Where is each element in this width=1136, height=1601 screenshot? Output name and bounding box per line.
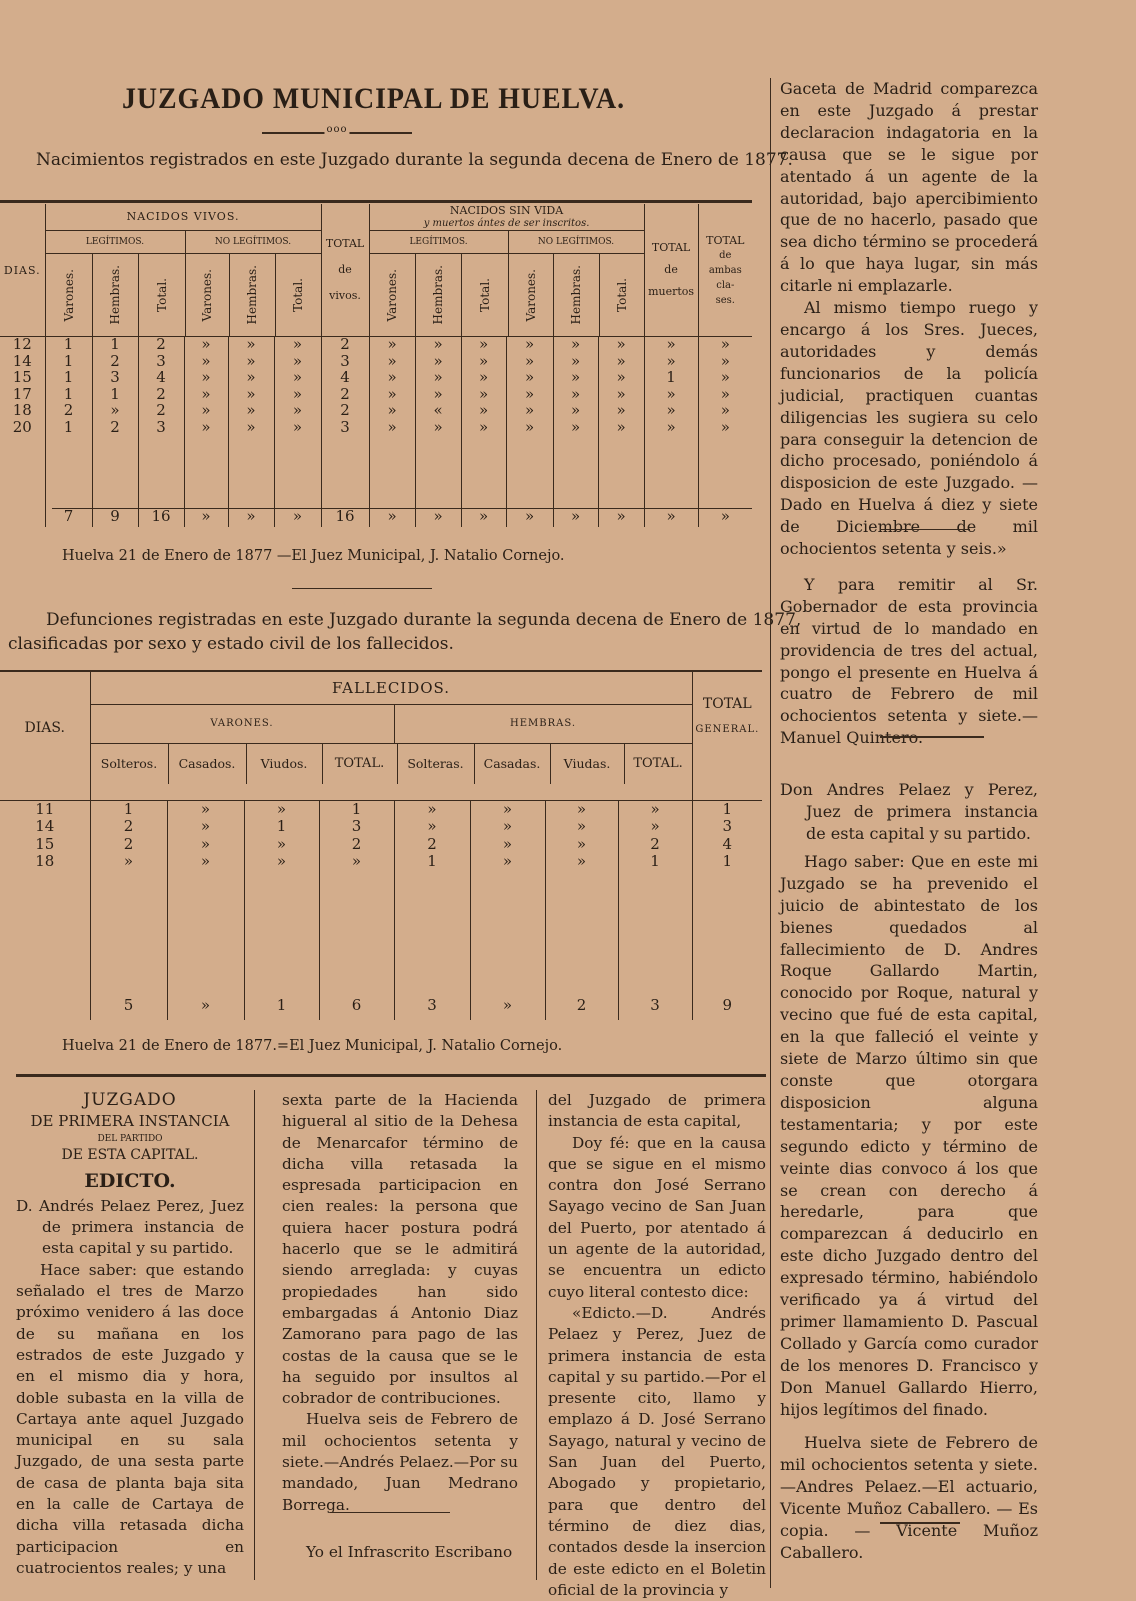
deaths-table — [0, 672, 762, 1020]
page-title: JUZGADO MUNICIPAL DE HUELVA. — [122, 82, 625, 115]
births-header-varones-nl: Varones. — [200, 268, 214, 322]
births-header-hembras: Hembras. — [108, 265, 122, 325]
births-row-cell: » — [461, 419, 506, 436]
edicto-col3-p2: Doy fé: que en la causa que se sigue en el mismo contra don José Serrano Sayago vecino de San Juan del Puerto, por atentado á un agente de la autoridad, se encuentra un edicto cuyo literal contesto dice: — [548, 1133, 766, 1301]
deaths-header-casados: Casados. — [169, 744, 247, 784]
births-row-cell: » — [461, 336, 506, 353]
deaths-total-row-cell: 3 — [394, 990, 470, 1020]
deaths-total-row-cell: 1 — [244, 990, 319, 1020]
right-p4: Don Andres Pelaez y Perez, Juez de primera instancia de esta capital y su partido. — [780, 780, 1038, 843]
births-table — [0, 204, 752, 527]
births-row-cell: 1 — [45, 353, 92, 370]
births-header-total-vivos: TOTAL de vivos. — [321, 204, 369, 336]
deaths-row — [0, 800, 762, 818]
births-row-cell: » — [698, 369, 752, 386]
births-row — [0, 369, 752, 386]
births-row-cell: » — [184, 336, 228, 353]
births-row-cell: » — [698, 402, 752, 419]
births-row-cell: » — [415, 336, 461, 353]
births-row-cell: » — [698, 419, 752, 436]
births-row-cell: » — [415, 353, 461, 370]
births-row-cell: 1 — [45, 336, 92, 353]
births-row-cell: » — [644, 419, 698, 436]
births-total-row-cell: » — [369, 505, 415, 527]
deaths-row-cell: 11 — [35, 799, 55, 818]
births-total-row-cell: » — [698, 505, 752, 527]
births-row-cell: 1 — [45, 386, 92, 403]
births-total-row-cell: » — [598, 505, 644, 527]
births-row-cell: » — [415, 369, 461, 386]
deaths-row-cell: 1 — [692, 853, 762, 871]
deaths-signature: Huelva 21 de Enero de 1877.=El Juez Municipal, J. Natalio Cornejo. — [62, 1038, 563, 1054]
births-row-cell: » — [184, 386, 228, 403]
births-header-vivos: NACIDOS VIVOS. — [46, 204, 321, 231]
deaths-row-cell: 2 — [394, 835, 470, 853]
deaths-row-cell: » — [545, 835, 618, 853]
deaths-row — [0, 835, 762, 853]
births-total-row-cell — [0, 505, 45, 527]
births-caption: Nacimientos registrados en este Juzgado durante la segunda decena de Enero de 1877. — [36, 150, 793, 170]
births-row-cell: » — [228, 419, 274, 436]
births-row-cell: » — [274, 402, 321, 419]
births-row-cell: 3 — [138, 419, 184, 436]
deaths-row-cell: » — [244, 835, 319, 853]
deaths-row-cell: 2 — [90, 835, 167, 853]
deaths-row-cell: » — [545, 818, 618, 836]
deaths-row-cell: 2 — [90, 818, 167, 836]
deaths-total-row-cell: 6 — [319, 990, 394, 1020]
births-total-row-cell: » — [228, 505, 274, 527]
edicto-col2-p2: Huelva seis de Febrero de mil ochocientos setenta y siete.—Andrés Pelaez.—Por su mandado, Juan Medrano Borrega. — [282, 1410, 518, 1514]
births-row-cell: » — [461, 386, 506, 403]
births-row-cell: » — [184, 353, 228, 370]
births-header-hembras-sv-nl: Hembras. — [569, 265, 584, 325]
edicto-column-1 — [16, 1090, 244, 1579]
births-row — [0, 386, 752, 403]
column-rule-2 — [536, 1090, 537, 1580]
deaths-row — [0, 818, 762, 836]
births-row-cell: » — [598, 336, 644, 353]
deaths-row-cell: 1 — [319, 800, 394, 818]
deaths-caption-2: clasificadas por sexo y estado civil de los fallecidos. — [8, 634, 454, 654]
deaths-header-viudas: Viudas. — [551, 744, 625, 784]
births-row-cell: » — [184, 402, 228, 419]
deaths-total-row-cell: » — [167, 990, 244, 1020]
deaths-row-cell: 18 — [35, 852, 55, 871]
births-row-cell: » — [461, 402, 506, 419]
births-row-cell: » — [506, 419, 553, 436]
births-row-cell: » — [274, 419, 321, 436]
deaths-row-cell: 4 — [692, 835, 762, 853]
births-row-cell: 2 — [321, 402, 369, 419]
column-rule-right — [770, 78, 771, 1588]
births-header-total-muertos: TOTAL de muertos — [644, 204, 698, 336]
deaths-row-cell: 1 — [90, 800, 167, 818]
deaths-row-cell: » — [618, 818, 692, 836]
births-row — [0, 336, 752, 353]
births-row-cell: 18 — [12, 401, 32, 420]
deaths-row-cell: 2 — [319, 835, 394, 853]
births-row-cell: 2 — [92, 353, 138, 370]
births-row-cell: » — [369, 369, 415, 386]
deaths-header-viudos: Viudos. — [247, 744, 323, 784]
deaths-row-cell: » — [394, 818, 470, 836]
births-row-cell: » — [644, 402, 698, 419]
births-row-cell: » — [598, 353, 644, 370]
edicto-heading-5: EDICTO. — [84, 1169, 176, 1192]
births-row-cell: » — [644, 353, 698, 370]
births-total-row-cell: » — [506, 505, 553, 527]
deaths-header-total-general: TOTAL GENERAL. — [692, 672, 762, 800]
deaths-row-cell: » — [394, 800, 470, 818]
deaths-header-casadas: Casadas. — [475, 744, 551, 784]
deaths-row-cell: » — [167, 818, 244, 836]
edicto-heading-2: DE PRIMERA INSTANCIA — [30, 1112, 230, 1131]
births-total-rule — [52, 508, 752, 509]
right-p6: Huelva siete de Febrero de mil ochocientos setenta y siete.—Andres Pelaez.—El actuario, Vicente Muñoz Caballero. — Es copia. — Vicente Muñoz Caballero. — [780, 1433, 1038, 1562]
births-row-cell: 3 — [138, 353, 184, 370]
edicto-col2-p1: sexta parte de la Hacienda higueral al sitio de la Dehesa de Menarcafor término de dicha villa retasada la espresada participacion en cien reales: la persona que quiera hacer postura podrá hacerlo que se le admitirá siendo arreglada: y cuyas propiedades han sido embargadas á Antonio Diaz Zamorano para pago de las costas de la causa que se le ha seguido por insultos al cobrador de contribuciones. — [282, 1091, 518, 1408]
births-table-top-rule — [0, 200, 752, 203]
deaths-row-cell: 1 — [394, 853, 470, 871]
births-row-cell: » — [553, 353, 598, 370]
births-row-cell: » — [553, 402, 598, 419]
births-signature: Huelva 21 de Enero de 1877 —El Juez Municipal, J. Natalio Cornejo. — [62, 548, 565, 564]
births-header-varones-sv: Varones. — [385, 268, 400, 322]
births-header-total-sv-nl: Total. — [614, 278, 629, 312]
births-row-cell: » — [369, 402, 415, 419]
births-row-cell: 3 — [321, 419, 369, 436]
births-row-cell: » — [228, 353, 274, 370]
births-row — [0, 402, 752, 419]
deaths-row-cell: » — [470, 835, 545, 853]
births-row-cell: » — [228, 336, 274, 353]
births-row-cell: » — [92, 402, 138, 419]
births-separator — [292, 588, 432, 589]
births-row-cell: » — [228, 386, 274, 403]
births-row-cell: 1 — [92, 386, 138, 403]
deaths-bottom-rule — [16, 1074, 766, 1077]
births-total-row-cell: » — [184, 505, 228, 527]
deaths-row-cell: » — [470, 853, 545, 871]
deaths-row-cell: » — [244, 800, 319, 818]
births-header-hembras-sv: Hembras. — [431, 265, 446, 325]
deaths-header-solteras: Solteras. — [398, 744, 475, 784]
births-row-cell: » — [553, 336, 598, 353]
births-row-cell: 4 — [321, 369, 369, 386]
births-row-cell: » — [698, 386, 752, 403]
deaths-row-cell: » — [244, 853, 319, 871]
deaths-total-row-cell: 3 — [618, 990, 692, 1020]
edicto-heading-4: DE ESTA CAPITAL. — [61, 1146, 199, 1163]
births-row-cell: » — [415, 419, 461, 436]
births-header-no-legitimos: NO LEGÍTIMOS. — [214, 237, 292, 247]
births-row-cell: » — [369, 353, 415, 370]
births-row-cell: 4 — [138, 369, 184, 386]
births-row-cell: » — [228, 402, 274, 419]
births-row-cell: » — [506, 353, 553, 370]
right-p5: Hago saber: Que en este mi Juzgado se ha prevenido el juicio de abintestato de los bienes quedados al fallecimiento de D. Andres Roque Gallardo Martin, conocido por Roque, natural y vecino que fué de esta capital, en la que falleció el veinte y siete de Marzo último sin que conste que otorgara disposicion alguna testamentaria; y por este segundo edicto y término de veinte dias convoco á los que se crean con derecho á heredarle, para que comparezcan á deducirlo en este dicho Juzgado dentro del expresado término, habiéndolo verificado ya á virtud del primer llamamiento D. Pascual Collado y García como curador de los menores D. Francisco y Don Manuel Gallardo Hierro, hijos legítimos del finado. — [780, 851, 1038, 1419]
deaths-caption-1: Defunciones registradas en este Juzgado durante la segunda decena de Enero de 1877, — [46, 610, 802, 630]
edicto-col2-p3: Yo el Infrascrito Escribano — [306, 1542, 513, 1561]
deaths-header-solteros: Solteros. — [91, 744, 169, 784]
births-total-row-cell: » — [415, 505, 461, 527]
edicto-column-3 — [548, 1090, 766, 1601]
right-p3: Y para remitir al Sr. Gobernador de esta provincia en virtud de lo mandado en providencia de tres del actual, pongo el presente en Huelva á cuatro de Febrero de mil ochocientos setenta y siete.— Manuel Quintero. — [780, 574, 1038, 748]
deaths-header-dias: DIAS. — [24, 720, 65, 736]
births-row-cell: 1 — [45, 419, 92, 436]
births-row-cell: » — [184, 369, 228, 386]
right-p1: Gaceta de Madrid comparezca en este Juzgado á prestar declaracion indagatoria en la causa que se le sigue por atentado á un agente de la autoridad, bajo apercibimiento que de no hacerlo, pasado que sea dicho término se procederá á lo que haya lugar, sin más citarle ni emplazarle. — [780, 79, 1038, 296]
births-total-row-cell: 9 — [92, 505, 138, 527]
births-row-cell: » — [506, 336, 553, 353]
births-row-cell: 14 — [12, 351, 32, 370]
births-row-cell: 2 — [321, 336, 369, 353]
deaths-total-row-cell: 9 — [692, 990, 762, 1020]
births-row-cell: 1 — [92, 336, 138, 353]
column-rule-1 — [254, 1090, 255, 1580]
births-row-cell: 2 — [138, 402, 184, 419]
births-row-cell: 2 — [138, 386, 184, 403]
births-header-dias: DIAS. — [3, 264, 41, 277]
births-header-rule — [0, 336, 752, 337]
births-row-cell: 2 — [321, 386, 369, 403]
births-total-row-cell: » — [274, 505, 321, 527]
births-row-cell: » — [506, 386, 553, 403]
births-row-cell: » — [369, 419, 415, 436]
births-row-cell: » — [415, 386, 461, 403]
births-row-cell: » — [274, 369, 321, 386]
births-row-cell: » — [274, 336, 321, 353]
deaths-header-rule — [0, 800, 762, 801]
births-row-cell: 12 — [12, 335, 32, 354]
births-header-hembras-nl: Hembras. — [245, 265, 259, 325]
deaths-row-cell: » — [470, 800, 545, 818]
right-separator-1 — [880, 529, 970, 530]
births-row-cell: » — [461, 353, 506, 370]
edicto-heading-3: DEL PARTIDO — [97, 1133, 163, 1144]
births-row-cell: » — [461, 369, 506, 386]
births-row-cell: » — [506, 402, 553, 419]
births-row-cell: » — [274, 353, 321, 370]
edicto-heading-1: JUZGADO — [83, 1090, 177, 1110]
births-row-cell: » — [644, 336, 698, 353]
deaths-row-cell: » — [167, 853, 244, 871]
edicto-col1-p1: D. Andrés Pelaez Perez, Juez de primera instancia de esta capital y su partido. — [16, 1196, 244, 1258]
deaths-row-cell: 14 — [35, 817, 55, 836]
births-header-varones: Varones. — [61, 268, 76, 322]
births-row-cell: 3 — [92, 369, 138, 386]
births-row-cell: » — [598, 419, 644, 436]
births-row-cell: » — [506, 369, 553, 386]
deaths-total-row-cell: » — [470, 990, 545, 1020]
deaths-row-cell: » — [90, 853, 167, 871]
births-row-cell: 1 — [644, 369, 698, 386]
edicto-col1-p2: Hace saber: que estando señalado el tres de Marzo próximo venidero á las doce de su mañana en los estrados de este Juzgado y en el mismo dia y hora, doble subasta en la villa de Cartaya ante aquel Juzgado municipal en su sala Juzgado, de una sesta parte de casa de planta baja sita en la calle de Cartaya de dicha villa retasada dicha participacion en cuatrocientos reales; y una — [16, 1260, 244, 1577]
births-total-row-cell: 7 — [45, 505, 92, 527]
edicto-col3-p3: «Edicto.—D. Andrés Pelaez y Perez, Juez de primera instancia de esta capital y su partido.—Por el presente cito, llamo y emplazo á D. José Serrano Sayago, natural y vecino de San Juan del Puerto, Abogado y propietario, para que dentro del término de diez dias, contados desde la insercion de este edicto en el Boletin oficial de la provincia y — [548, 1303, 766, 1599]
births-total-row-cell: » — [553, 505, 598, 527]
births-row-cell: » — [553, 419, 598, 436]
edicto-col3-p1: del Juzgado de primera instancia de esta capital, — [548, 1091, 766, 1131]
right-separator-2 — [880, 736, 984, 738]
right-column — [780, 78, 1038, 1564]
births-row-cell: » — [184, 419, 228, 436]
births-total-row-cell: 16 — [321, 505, 369, 527]
births-row — [0, 419, 752, 436]
births-row-cell: » — [598, 386, 644, 403]
births-row-cell: » — [698, 353, 752, 370]
births-total-row-cell: » — [461, 505, 506, 527]
births-row-cell: » — [369, 336, 415, 353]
deaths-header-varones: VARONES. — [91, 705, 395, 743]
edicto-column-2 — [282, 1090, 518, 1563]
births-row-cell: 3 — [321, 353, 369, 370]
births-spacer-row — [0, 435, 752, 505]
deaths-header-total-v: TOTAL. — [323, 744, 398, 784]
births-row-cell: 17 — [12, 384, 32, 403]
births-row-cell: 15 — [12, 368, 32, 387]
births-header-total-ambas: TOTAL de ambas cla- ses. — [698, 204, 752, 336]
births-row-cell: » — [228, 369, 274, 386]
deaths-row-cell: 15 — [35, 834, 55, 853]
deaths-row-cell: 1 — [618, 853, 692, 871]
births-row-cell: 2 — [92, 419, 138, 436]
deaths-total-row-cell: 5 — [90, 990, 167, 1020]
deaths-row-cell: 1 — [692, 800, 762, 818]
deaths-row-cell: » — [167, 800, 244, 818]
deaths-total-row — [0, 990, 762, 1020]
births-header-total: Total. — [154, 278, 169, 312]
births-row-cell: » — [698, 336, 752, 353]
deaths-row-cell: » — [545, 853, 618, 871]
deaths-row-cell: » — [470, 818, 545, 836]
births-total-row-cell: » — [644, 505, 698, 527]
deaths-row-cell: 2 — [618, 835, 692, 853]
births-row-cell: » — [274, 386, 321, 403]
births-header-total-nl: Total. — [291, 278, 306, 312]
births-header-legitimos: LEGÍTIMOS. — [46, 231, 186, 253]
births-row-cell: » — [553, 386, 598, 403]
births-header-total-sv: Total. — [477, 278, 492, 312]
births-row-cell: 2 — [138, 336, 184, 353]
deaths-row-cell: 3 — [319, 818, 394, 836]
edicto-col2-rule — [330, 1512, 450, 1513]
births-header-no-legitimos-sv: NO LEGÍTIMOS. — [537, 237, 615, 247]
births-row-cell: » — [598, 402, 644, 419]
deaths-row-cell: 3 — [692, 818, 762, 836]
births-row-cell: » — [369, 386, 415, 403]
births-row-cell: 20 — [12, 417, 32, 436]
deaths-row-cell: » — [618, 800, 692, 818]
deaths-header-hembras: HEMBRAS. — [510, 718, 577, 729]
deaths-row — [0, 853, 762, 871]
births-total-row-cell: 16 — [138, 505, 184, 527]
deaths-row-cell: 1 — [244, 818, 319, 836]
births-header-sin-vida: NACIDOS SIN VIDA y muertos ántes de ser inscritos. — [370, 204, 644, 231]
right-separator-3 — [880, 1522, 960, 1524]
deaths-total-row-cell — [0, 990, 90, 1020]
deaths-total-row-cell: 2 — [545, 990, 618, 1020]
births-row-cell: « — [415, 402, 461, 419]
births-row — [0, 353, 752, 370]
births-row-cell: » — [598, 369, 644, 386]
deaths-row-cell: » — [319, 853, 394, 871]
deaths-row-cell: » — [167, 835, 244, 853]
births-header-varones-sv-nl: Varones. — [523, 268, 538, 322]
births-row-cell: 1 — [45, 369, 92, 386]
births-row-cell: » — [644, 386, 698, 403]
deaths-row-cell: » — [545, 800, 618, 818]
right-p2: Al mismo tiempo ruego y encargo á los Sres. Jueces, autoridades y demás funcionarios de la policía judicial, practiquen cuantas diligencias les sugiera su celo para conseguir la detencion de dicho procesado, poniéndolo á disposicion de este Juzgado. —Dado en Huelva á diez y siete de Diciembre de mil ochocientos setenta y seis.» — [780, 298, 1038, 559]
deaths-header-total-h: TOTAL. — [633, 756, 683, 771]
deaths-header-fallecidos: FALLECIDOS. — [91, 672, 692, 705]
births-header-legitimos-sv: LEGÍTIMOS. — [370, 231, 509, 253]
births-row-cell: » — [553, 369, 598, 386]
title-ornament — [262, 132, 412, 134]
births-row-cell: 2 — [45, 402, 92, 419]
deaths-spacer-row — [0, 870, 762, 990]
